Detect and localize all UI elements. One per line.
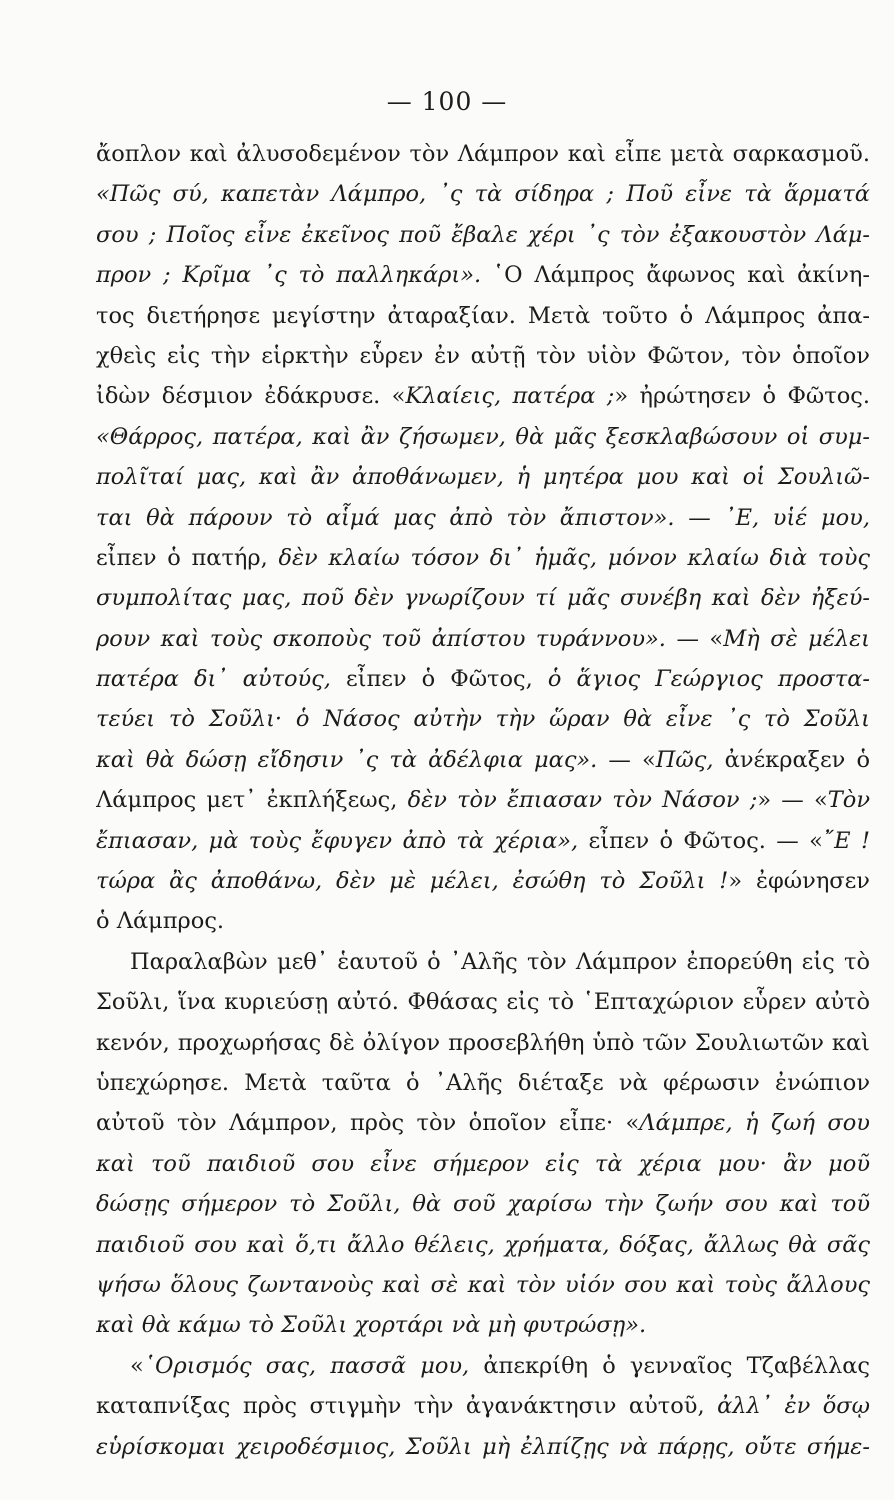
text-line <box>96 498 870 538</box>
text-line <box>96 1305 870 1345</box>
text-line <box>96 1386 870 1426</box>
text-line <box>96 821 870 861</box>
text-segment: ὁ Λάμπρος. <box>96 908 225 935</box>
italic-text-segment: Λάμπρε, ἡ ζωή σου <box>639 1110 870 1137</box>
italic-text-segment: συμπολίτας μας, ποῦ δὲν γνωρίζουν τί μᾶς συνέβη καὶ δὲν ἠξεύ- <box>96 585 870 612</box>
body-text <box>96 134 870 1467</box>
text-line <box>96 538 870 578</box>
italic-text-segment: ται θὰ πάρουν τὸ αἷμά μας ἀπὸ τὸν ἄπιστον». <box>96 504 675 531</box>
italic-text-segment: δώσῃς σήμερον τὸ Σοῦλι, θὰ σοῦ χαρίσω τὴν ζωήν σου καὶ τοῦ <box>96 1191 870 1218</box>
italic-text-segment: ἀλλ᾿ ἐν ὅσῳ <box>717 1393 870 1420</box>
text-segment: « <box>130 1352 144 1379</box>
text-segment: εἶπεν ὁ πατήρ, <box>96 544 279 571</box>
text-segment: » ἠρώτησεν ὁ Φῶτος. <box>614 383 870 410</box>
text-line <box>96 861 870 901</box>
text-line <box>96 699 870 739</box>
italic-text-segment: πολῖταί μας, καὶ ἂν ἀποθάνωμεν, ἡ μητέρα μου καὶ οἱ Σουλιῶ- <box>96 464 870 491</box>
italic-text-segment: Τὸν <box>827 787 870 814</box>
italic-text-segment: δὲν τὸν ἔπιασαν τὸν Νάσον ; <box>407 787 758 814</box>
text-segment: — « <box>665 625 724 652</box>
text-segment: ἰδὼν δέσμιον ἐδάκρυσε. « <box>96 383 406 410</box>
text-segment: ὑπεχώρησε. Μετὰ ταῦτα ὁ ᾿Αλῆς διέταξε νὰ φέρωσιν ἐνώπιον <box>96 1069 870 1096</box>
text-line <box>96 740 870 780</box>
italic-text-segment: καὶ θὰ κάμω τὸ Σοῦλι χορτάρι νὰ μὴ φυτρώσῃ». <box>96 1312 647 1339</box>
text-segment: Σοῦλι, ἵνα κυριεύσῃ αὐτό. Φθάσας εἰς τὸ ῾Επταχώριον εὗρεν αὐτὸ <box>96 989 870 1016</box>
italic-text-segment: προν ; Κρῖμα ᾿ς τὸ παλληκάρι». <box>96 262 482 289</box>
italic-text-segment: δὲν κλαίω τόσον δι᾿ ἡμᾶς, μόνον κλαίω διὰ τοὺς <box>278 544 870 571</box>
italic-text-segment: ῾Ορισμός σας, πασσᾶ μου, <box>143 1352 470 1379</box>
text-line <box>96 1063 870 1103</box>
text-segment: » ἐφώνησεν <box>728 868 870 895</box>
text-segment: ῾Ο Λάμπρος ἄφωνος καὶ ἀκίνη- <box>481 262 870 289</box>
text-line <box>96 1184 870 1224</box>
italic-text-segment: καὶ θὰ δώσῃ εἴδησιν ᾿ς τὰ ἀδέλφια μας». <box>96 746 598 773</box>
text-line <box>96 780 870 820</box>
text-segment: αὐτοῦ τὸν Λάμπρον, πρὸς τὸν ὁποῖον εἶπε· « <box>96 1110 640 1137</box>
text-line <box>96 1225 870 1265</box>
text-segment: καταπνίξας πρὸς στιγμὴν τὴν ἀγανάκτησιν αὐτοῦ, <box>96 1393 718 1420</box>
text-segment: — <box>674 504 725 531</box>
text-line <box>96 174 870 214</box>
text-segment: εἶπεν ὁ Φῶτος. — « <box>578 827 823 854</box>
text-line <box>96 659 870 699</box>
text-line <box>96 901 870 941</box>
text-line <box>96 1346 870 1386</box>
text-line <box>96 417 870 457</box>
text-segment: ἄοπλον καὶ ἀλυσοδεμένον τὸν Λάμπρον καὶ εἶπε μετὰ σαρκασμοῦ. <box>96 141 870 167</box>
text-line <box>96 578 870 618</box>
text-segment: εἶπεν ὁ Φῶτος, <box>330 666 548 693</box>
text-line <box>96 982 870 1022</box>
text-segment: χθεὶς εἰς τὴν εἱρκτὴν εὗρεν ἐν αὐτῇ τὸν υἱὸν Φῶτον, τὸν ὁποῖον <box>96 342 870 369</box>
italic-text-segment: παιδιοῦ σου καὶ ὅ,τι ἄλλο θέλεις, χρήματα, δόξας, ἄλλως θὰ σᾶς <box>96 1231 870 1258</box>
italic-text-segment: Πῶς, <box>655 746 714 773</box>
text-segment: ἀνέκραξεν ὁ <box>713 746 870 773</box>
italic-text-segment: τεύει τὸ Σοῦλι· ὁ Νάσος αὐτὴν τὴν ὥραν θὰ εἶνε ᾿ς τὸ Σοῦλι <box>96 706 870 733</box>
italic-text-segment: ρουν καὶ τοὺς σκοποὺς τοῦ ἀπίστου τυράννου». <box>96 625 666 652</box>
text-segment: Λάμπρος μετ᾿ ἐκπλήξεως, <box>96 787 408 814</box>
text-line <box>96 942 870 982</box>
italic-text-segment: πατέρα δι᾿ αὐτούς, <box>96 666 331 693</box>
text-line <box>96 255 870 295</box>
italic-text-segment: ψήσω ὅλους ζωντανοὺς καὶ σὲ καὶ τὸν υἱόν σου καὶ τοὺς ἄλλους <box>96 1271 870 1298</box>
italic-text-segment: Κλαίεις, πατέρα ; <box>405 383 615 410</box>
text-segment: Παραλαβὼν μεθ᾿ ἑαυτοῦ ὁ ᾿Αλῆς τὸν Λάμπρον ἐπορεύθη εἰς τὸ <box>130 948 870 975</box>
text-line <box>96 619 870 659</box>
italic-text-segment: ὁ ἅγιος Γεώργιος προστα- <box>547 666 870 693</box>
italic-text-segment: καὶ τοῦ παιδιοῦ σου εἶνε σήμερον εἰς τὰ χέρια μου· ἂν μοῦ <box>96 1150 870 1177</box>
italic-text-segment: «Θάρρος, πατέρα, καὶ ἂν ζήσωμεν, θὰ μᾶς ξεσκλαβώσουν οἱ συμ- <box>96 423 870 450</box>
text-segment: τος διετήρησε μεγίστην ἀταραξίαν. Μετὰ τοῦτο ὁ Λάμπρος ἀπα- <box>96 302 870 329</box>
italic-text-segment: ῎Ε ! <box>822 827 870 854</box>
italic-text-segment: Μὴ σὲ μέλει <box>723 625 870 652</box>
text-line <box>96 1144 870 1184</box>
text-segment: » — « <box>757 787 828 814</box>
text-line <box>96 1427 870 1467</box>
text-line <box>96 336 870 376</box>
italic-text-segment: «Πῶς σύ, καπετὰν Λάμπρο, ᾿ς τὰ σίδηρα ; Ποῦ εἶνε τὰ ἅρματά <box>96 181 870 208</box>
text-line <box>96 1023 870 1063</box>
italic-text-segment: ἔπιασαν, μὰ τοὺς ἔφυγεν ἀπὸ τὰ χέρια», <box>96 827 579 854</box>
page-number: — 100 — <box>386 87 508 116</box>
text-segment: ἀπεκρίθη ὁ γενναῖος Τζαβέλλας <box>469 1352 870 1379</box>
text-line <box>96 1265 870 1305</box>
italic-text-segment: εὑρίσκομαι χειροδέσμιος, Σοῦλι μὴ ἐλπίζῃς νὰ πάρῃς, οὔτε σήμε- <box>96 1433 870 1460</box>
text-line <box>96 215 870 255</box>
text-line <box>96 376 870 416</box>
text-line <box>96 134 870 174</box>
text-line <box>96 457 870 497</box>
text-line <box>96 1103 870 1143</box>
italic-text-segment: τώρα ἂς ἀποθάνω, δὲν μὲ μέλει, ἐσώθη τὸ Σοῦλι ! <box>96 868 729 895</box>
text-line <box>96 296 870 336</box>
text-segment: — « <box>597 746 656 773</box>
italic-text-segment: σου ; Ποῖος εἶνε ἐκεῖνος ποῦ ἔβαλε χέρι ᾿ς τὸν ἐξακουστὸν Λάμ- <box>96 221 870 248</box>
italic-text-segment: ᾿Ε, υἱέ μου, <box>724 504 870 531</box>
text-segment: κενόν, προχωρήσας δὲ ὀλίγον προσεβλήθη ὑπὸ τῶν Σουλιωτῶν καὶ <box>96 1029 870 1056</box>
